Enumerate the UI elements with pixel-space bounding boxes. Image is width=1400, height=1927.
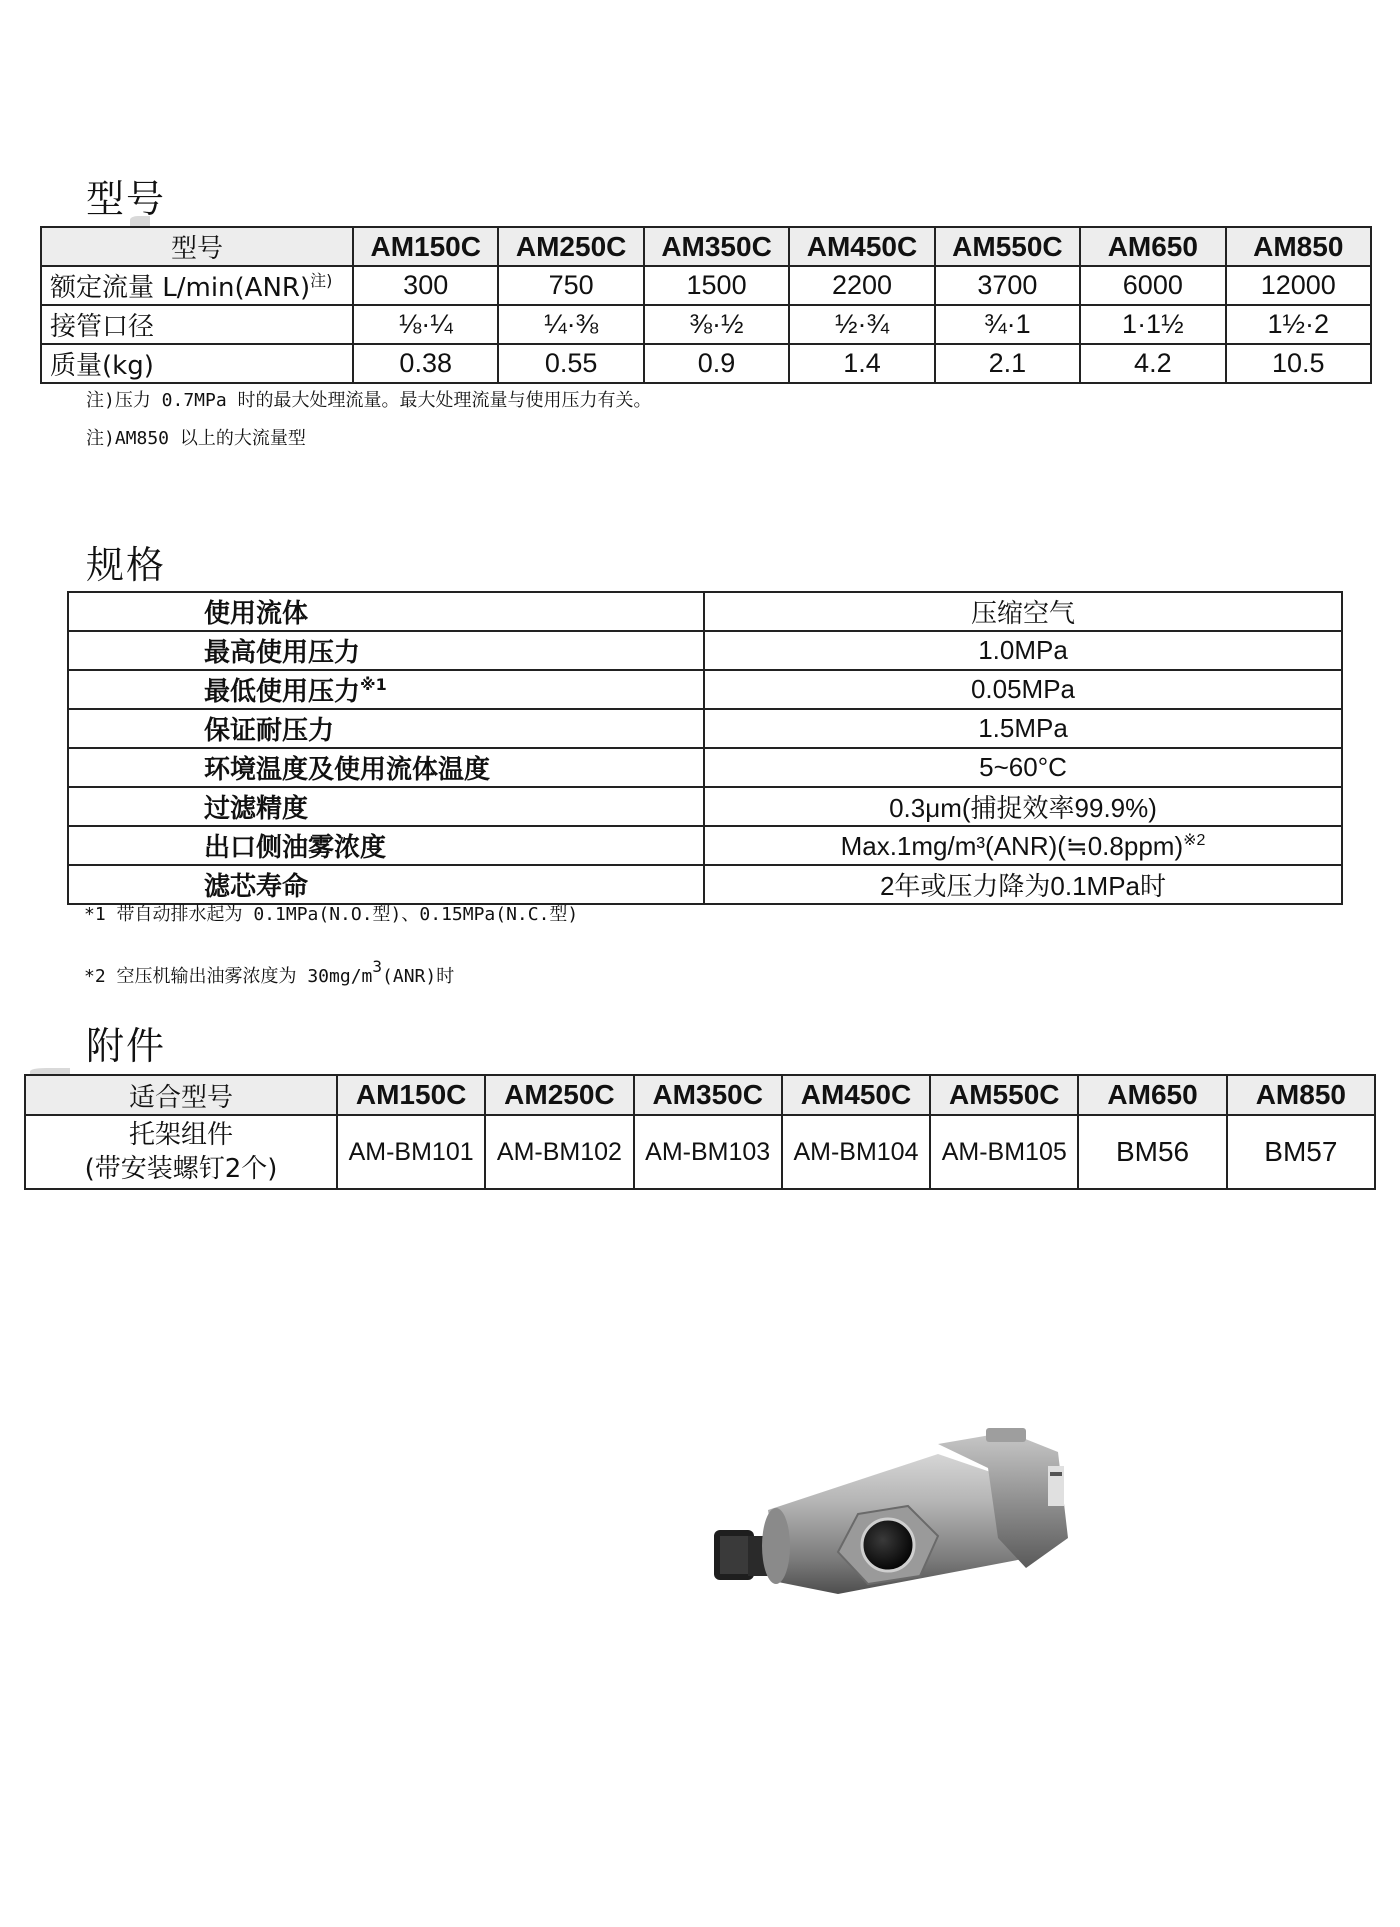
table-row [68, 709, 1342, 748]
spec-value: 0.05MPa [704, 670, 1342, 709]
model-col-header: AM850 [1226, 227, 1371, 266]
spec-value: Max.1mg/m³(ANR)(≒0.8ppm)$^{※2}$ [704, 826, 1342, 865]
model-header-label: 型号 [41, 227, 353, 266]
table-row [68, 826, 1342, 865]
spec-key: 环境温度及使用流体温度 [68, 748, 704, 787]
spec-value: 2年或压力降为0.1MPa时 [704, 865, 1342, 904]
table-row [68, 787, 1342, 826]
flow-cell: 12000 [1226, 266, 1371, 305]
weight-cell: 10.5 [1226, 344, 1371, 383]
note-mark: ※2 [1183, 831, 1206, 849]
flow-cell: 1500 [644, 266, 789, 305]
model-table [40, 226, 1372, 384]
spec-key: 最低使用压力$^{※1}$ [68, 670, 704, 709]
accessory-header-row [25, 1075, 1375, 1115]
spec-value: 0.3μm(捕捉效率99.9%) [704, 787, 1342, 826]
weight-cell: 1.4 [789, 344, 934, 383]
model-note-2: 注)AM850 以上的大流量型 [86, 428, 306, 449]
flow-cell: 2200 [789, 266, 934, 305]
port-size-cell: ¼·⅜ [498, 305, 643, 344]
model-col-header: AM350C [644, 227, 789, 266]
row-label: 质量(kg) [41, 344, 353, 383]
row-label: 接管口径 [41, 305, 353, 344]
port-size-cell: 1·1½ [1080, 305, 1225, 344]
port-size-cell: ½·¾ [789, 305, 934, 344]
model-col-header: AM550C [930, 1075, 1078, 1115]
spec-value: 压缩空气 [704, 592, 1342, 631]
row-label: 额定流量 L/min(ANR)$^{注)}$ [41, 266, 353, 305]
part-number-cell: AM-BM104 [782, 1115, 930, 1189]
spec-key: 使用流体 [68, 592, 704, 631]
weight-cell: 4.2 [1080, 344, 1225, 383]
spec-key: 最高使用压力 [68, 631, 704, 670]
port-size-cell: ⅛·¼ [353, 305, 498, 344]
spec-key: 滤芯寿命 [68, 865, 704, 904]
weight-cell: 0.38 [353, 344, 498, 383]
table-row [68, 865, 1342, 904]
flow-cell: 300 [353, 266, 498, 305]
table-row [41, 305, 1371, 344]
model-col-header: AM150C [353, 227, 498, 266]
table-row [68, 592, 1342, 631]
note-mark: ※1 [360, 675, 387, 694]
model-header-row [41, 227, 1371, 266]
flow-cell: 750 [498, 266, 643, 305]
table-row [68, 670, 1342, 709]
table-row [25, 1115, 1375, 1189]
model-col-header: AM250C [498, 227, 643, 266]
spec-section-title: 规格 [86, 543, 167, 587]
flow-cell: 6000 [1080, 266, 1225, 305]
model-col-header: AM850 [1227, 1075, 1375, 1115]
weight-cell: 0.55 [498, 344, 643, 383]
table-row [68, 748, 1342, 787]
port-size-cell: ⅜·½ [644, 305, 789, 344]
port-size-cell: 1½·2 [1226, 305, 1371, 344]
spec-table [67, 591, 1343, 905]
weight-cell: 2.1 [935, 344, 1080, 383]
flow-cell: 3700 [935, 266, 1080, 305]
spec-value: 5~60°C [704, 748, 1342, 787]
model-col-header: AM650 [1080, 227, 1225, 266]
model-col-header: AM650 [1078, 1075, 1226, 1115]
weight-cell: 0.9 [644, 344, 789, 383]
model-col-header: AM450C [789, 227, 934, 266]
port-size-cell: ¾·1 [935, 305, 1080, 344]
accessory-header-label: 适合型号 [25, 1075, 337, 1115]
model-col-header: AM550C [935, 227, 1080, 266]
model-section-title: 型号 [86, 177, 167, 221]
spec-note-1: *1 带自动排水起为 0.1MPa(N.O.型)、0.15MPa(N.C.型) [84, 904, 579, 925]
note-mark: 注) [310, 271, 333, 290]
mist-separator-photo [708, 1418, 1088, 1608]
model-col-header: AM450C [782, 1075, 930, 1115]
spec-value: 1.5MPa [704, 709, 1342, 748]
accessory-section-title: 附件 [86, 1024, 167, 1068]
model-col-header: AM350C [634, 1075, 782, 1115]
model-note-1: 注)压力 0.7MPa 时的最大处理流量。最大处理流量与使用压力有关。 [86, 390, 652, 411]
part-number-cell: BM57 [1227, 1115, 1375, 1189]
part-number-cell: AM-BM101 [337, 1115, 485, 1189]
table-row [41, 344, 1371, 383]
row-label: 托架组件 (带安装螺钉2个) [25, 1115, 337, 1189]
model-col-header: AM250C [485, 1075, 633, 1115]
spec-key: 出口侧油雾浓度 [68, 826, 704, 865]
accessory-table [24, 1074, 1376, 1190]
model-col-header: AM150C [337, 1075, 485, 1115]
spec-value: 1.0MPa [704, 631, 1342, 670]
table-row [68, 631, 1342, 670]
part-number-cell: AM-BM105 [930, 1115, 1078, 1189]
table-row [41, 266, 1371, 305]
part-number-cell: BM56 [1078, 1115, 1226, 1189]
part-number-cell: AM-BM103 [634, 1115, 782, 1189]
part-number-cell: AM-BM102 [485, 1115, 633, 1189]
spec-key: 保证耐压力 [68, 709, 704, 748]
spec-key: 过滤精度 [68, 787, 704, 826]
spec-note-2: *2 空压机输出油雾浓度为 $30mg/m^3(ANR)$时 [84, 957, 455, 987]
